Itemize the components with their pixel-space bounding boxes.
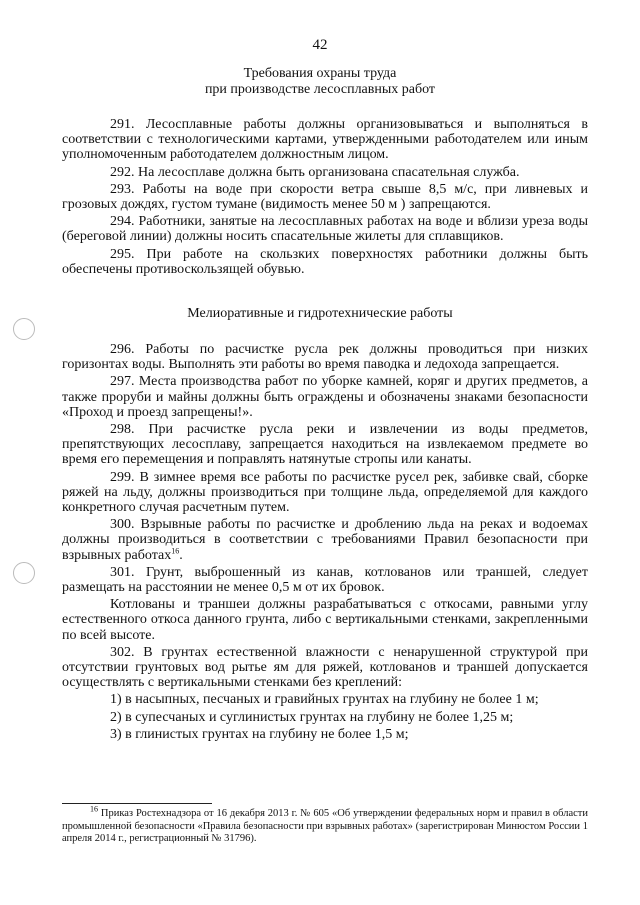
- paragraph-292: 292. На лесосплаве должна быть организована спасательная служба.: [110, 164, 520, 180]
- paragraph-298: 298. При расчистке русла реки и извлечении из воды предметов, препятствующих лесосплаву, запрещается находиться на извлекаемом предмете во время его перемещения и поправлять натянутые стропы или канаты.: [62, 422, 588, 468]
- paragraph-297: 297. Места производства работ по уборке камней, коряг и других предметов, а также проруби и майны должны быть ограждены и обозначены знаками безопасности «Проход и проезд запрещены!».: [62, 374, 588, 420]
- footnote-marker: 16: [90, 804, 98, 814]
- paragraph-301: 301. Грунт, выброшенный из канав, котлованов или траншей, следует размещать на расстоянии не менее 0,5 м от их бровок.: [62, 564, 588, 596]
- section2-body: [62, 342, 588, 744]
- paragraph-300: [62, 517, 588, 563]
- section1-body: [62, 117, 588, 279]
- page-number: 42: [312, 37, 328, 53]
- paragraph-301-continued: Котлованы и траншеи должны разрабатываться с откосами, равными углу естественного откоса данного грунта, либо с вертикальными стенками, закрепленными по всей высоте.: [62, 597, 588, 643]
- paragraph-291: 291. Лесосплавные работы должны организовываться и выполняться в соответствии с технологическими картами, утвержденными работодателем или иным уполномоченным работодателем должностным лицом.: [62, 117, 588, 163]
- paragraph-294: 294. Работники, занятые на лесосплавных работах на воде и вблизи уреза воды (береговой линии) должны носить спасательные жилеты для сплавщиков.: [62, 214, 588, 245]
- footnote-text: Приказ Ростехнадзора от 16 декабря 2013 г. № 605 «Об утверждении федеральных норм и правил в области промышленной безопасности «Правила безопасности при взрывных работах» (зарегистрирован Минюстом России 1 апреля 2014 г., регистрационный № 31796).: [62, 808, 588, 844]
- punch-hole: [13, 562, 35, 584]
- list-item: 1) в насыпных, песчаных и гравийных грунтах на глубину не более 1 м;: [110, 692, 539, 708]
- footnote: [62, 804, 588, 846]
- paragraph-302: 302. В грунтах естественной влажности с ненарушенной структурой при отсутствии грунтовых вод рытье ям для ряжей, котлованов и траншей допускается осуществлять с вертикальными стенками без креплений:: [62, 644, 588, 691]
- footnote-reference[interactable]: 16: [171, 545, 180, 555]
- section-title-line1: Требования охраны труда: [243, 66, 397, 81]
- section-title-melioration: Мелиоративные и гидротехнические работы: [187, 306, 453, 321]
- paragraph-293: 293. Работы на воде при скорости ветра свыше 8,5 м/с, при ливневых и грозовых дождях, густом тумане (видимость менее 50 м ) запрещаются.: [62, 181, 588, 213]
- footnote-divider: [62, 803, 212, 804]
- list-item: 2) в супесчаных и суглинистых грунтах на глубину не более 1,25 м;: [110, 709, 514, 725]
- paragraph-300-text: 300. Взрывные работы по расчистке и дроблению льда на реках и водоемах должны производиться в соответствии с требованиями Правил безопасности при взрывных работах: [62, 517, 588, 563]
- paragraph-295: 295. При работе на скользких поверхностях работники должны быть обеспечены противоскользящей обувью.: [62, 246, 588, 277]
- list-item: 3) в глинистых грунтах на глубину не более 1,5 м;: [110, 726, 409, 742]
- paragraph-296: 296. Работы по расчистке русла рек должны проводиться при низких горизонтах воды. Выполнять эти работы во время паводка и ледохода запрещается.: [62, 342, 588, 373]
- paragraph-299: 299. В зимнее время все работы по расчистке русел рек, забивке свай, сборке ряжей на льду, должны производиться при толщине льда, определяемой для каждого конкретного случая расчетным путем.: [62, 469, 588, 516]
- section-title-line2: при производстве лесосплавных работ: [204, 82, 436, 97]
- paragraph-300-end: .: [179, 547, 183, 563]
